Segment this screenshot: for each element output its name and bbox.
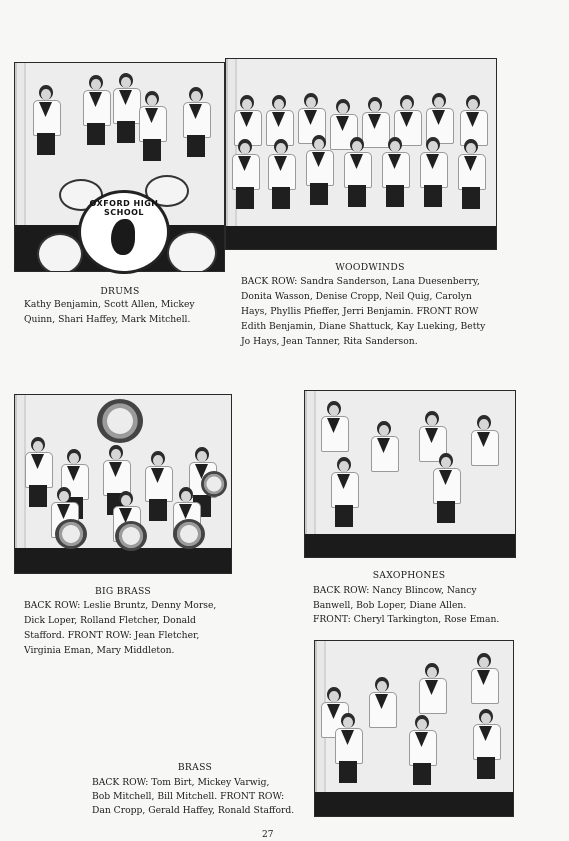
woodwinds-caption-line: Edith Benjamin, Diane Shattuck, Kay Lueking, Betty bbox=[241, 321, 486, 332]
big-brass-photo bbox=[14, 394, 232, 574]
band-member bbox=[81, 75, 111, 145]
drums-caption-line: Kathy Benjamin, Scott Allen, Mickey bbox=[24, 299, 195, 310]
band-member bbox=[137, 91, 167, 161]
band-member bbox=[431, 453, 461, 523]
woodwinds-caption-line: BACK ROW: Sandra Sanderson, Lana Duesenberry, bbox=[241, 276, 480, 287]
saxophones-photo bbox=[304, 390, 516, 558]
saxophones-caption-line: Banwell, Bob Loper, Diane Allen. bbox=[313, 600, 467, 611]
band-member bbox=[266, 139, 296, 209]
band-member bbox=[143, 451, 173, 521]
sousaphone-bell bbox=[97, 399, 143, 443]
baritone-horn bbox=[173, 519, 205, 549]
bass-drum-logo bbox=[78, 190, 170, 274]
band-member bbox=[369, 421, 399, 491]
band-member bbox=[230, 139, 260, 209]
photo-floor bbox=[315, 792, 513, 817]
band-member bbox=[469, 415, 499, 485]
band-member bbox=[329, 457, 359, 527]
woodwinds-caption-line: Jo Hays, Jean Tanner, Rita Sanderson. bbox=[241, 336, 418, 347]
saxophones-title: SAXOPHONES bbox=[372, 570, 446, 581]
big-brass-caption-line: Dick Loper, Rolland Fletcher, Donald bbox=[24, 615, 196, 626]
drums-caption-line: Quinn, Shari Haffey, Mark Mitchell. bbox=[24, 314, 191, 325]
brass-title: BRASS bbox=[177, 762, 213, 773]
big-brass-caption-line: BACK ROW: Leslie Bruntz, Denny Morse, bbox=[24, 600, 217, 611]
band-member bbox=[304, 135, 334, 205]
woodwinds-photo bbox=[225, 58, 497, 250]
band-member bbox=[471, 709, 501, 779]
page-number: 27 bbox=[262, 830, 274, 840]
band-member bbox=[407, 715, 437, 785]
brass-caption-line: BACK ROW: Tom Birt, Mickey Varwig, bbox=[92, 777, 270, 788]
saxophones-caption-line: BACK ROW: Nancy Blincow, Nancy bbox=[313, 585, 477, 596]
band-member bbox=[333, 713, 363, 783]
brass-caption-line: Bob Mitchell, Bill Mitchell. FRONT ROW: bbox=[92, 791, 285, 802]
drums-title: DRUMS bbox=[100, 286, 140, 297]
photo-floor bbox=[305, 534, 515, 557]
baritone-horn bbox=[115, 521, 147, 551]
woodwinds-caption-line: Hays, Phyllis Pfieffer, Jerri Benjamin. FRONT ROW bbox=[241, 306, 479, 317]
big-brass-title: BIG BRASS bbox=[94, 586, 152, 597]
band-member bbox=[342, 137, 372, 207]
big-brass-caption-line: Stafford. FRONT ROW: Jean Fletcher, bbox=[24, 630, 200, 641]
band-member bbox=[456, 139, 486, 209]
saxophones-caption-line: FRONT: Cheryl Tarkington, Rose Eman. bbox=[313, 614, 500, 625]
band-member bbox=[380, 137, 410, 207]
floor-drum-right bbox=[167, 231, 217, 272]
band-member bbox=[31, 85, 61, 155]
baritone-horn bbox=[55, 519, 87, 549]
band-member bbox=[367, 677, 397, 747]
drum-logo-text: OXFORD HIGH SCHOOL bbox=[89, 199, 159, 217]
brass-photo bbox=[314, 640, 514, 817]
french-horn bbox=[201, 471, 227, 497]
floor-drum-left bbox=[37, 233, 83, 272]
photo-floor bbox=[226, 226, 496, 249]
band-member bbox=[418, 137, 448, 207]
woodwinds-caption-line: Donita Wasson, Denise Cropp, Neil Quig, Carolyn bbox=[241, 291, 472, 302]
big-brass-caption-line: Virginia Eman, Mary Middleton. bbox=[24, 645, 175, 656]
band-member bbox=[181, 87, 211, 157]
cardinal-mascot-icon bbox=[111, 219, 135, 255]
woodwinds-title: WOODWINDS bbox=[335, 262, 405, 273]
brass-caption-line: Dan Cropp, Gerald Haffey, Ronald Stafford. bbox=[92, 805, 295, 816]
